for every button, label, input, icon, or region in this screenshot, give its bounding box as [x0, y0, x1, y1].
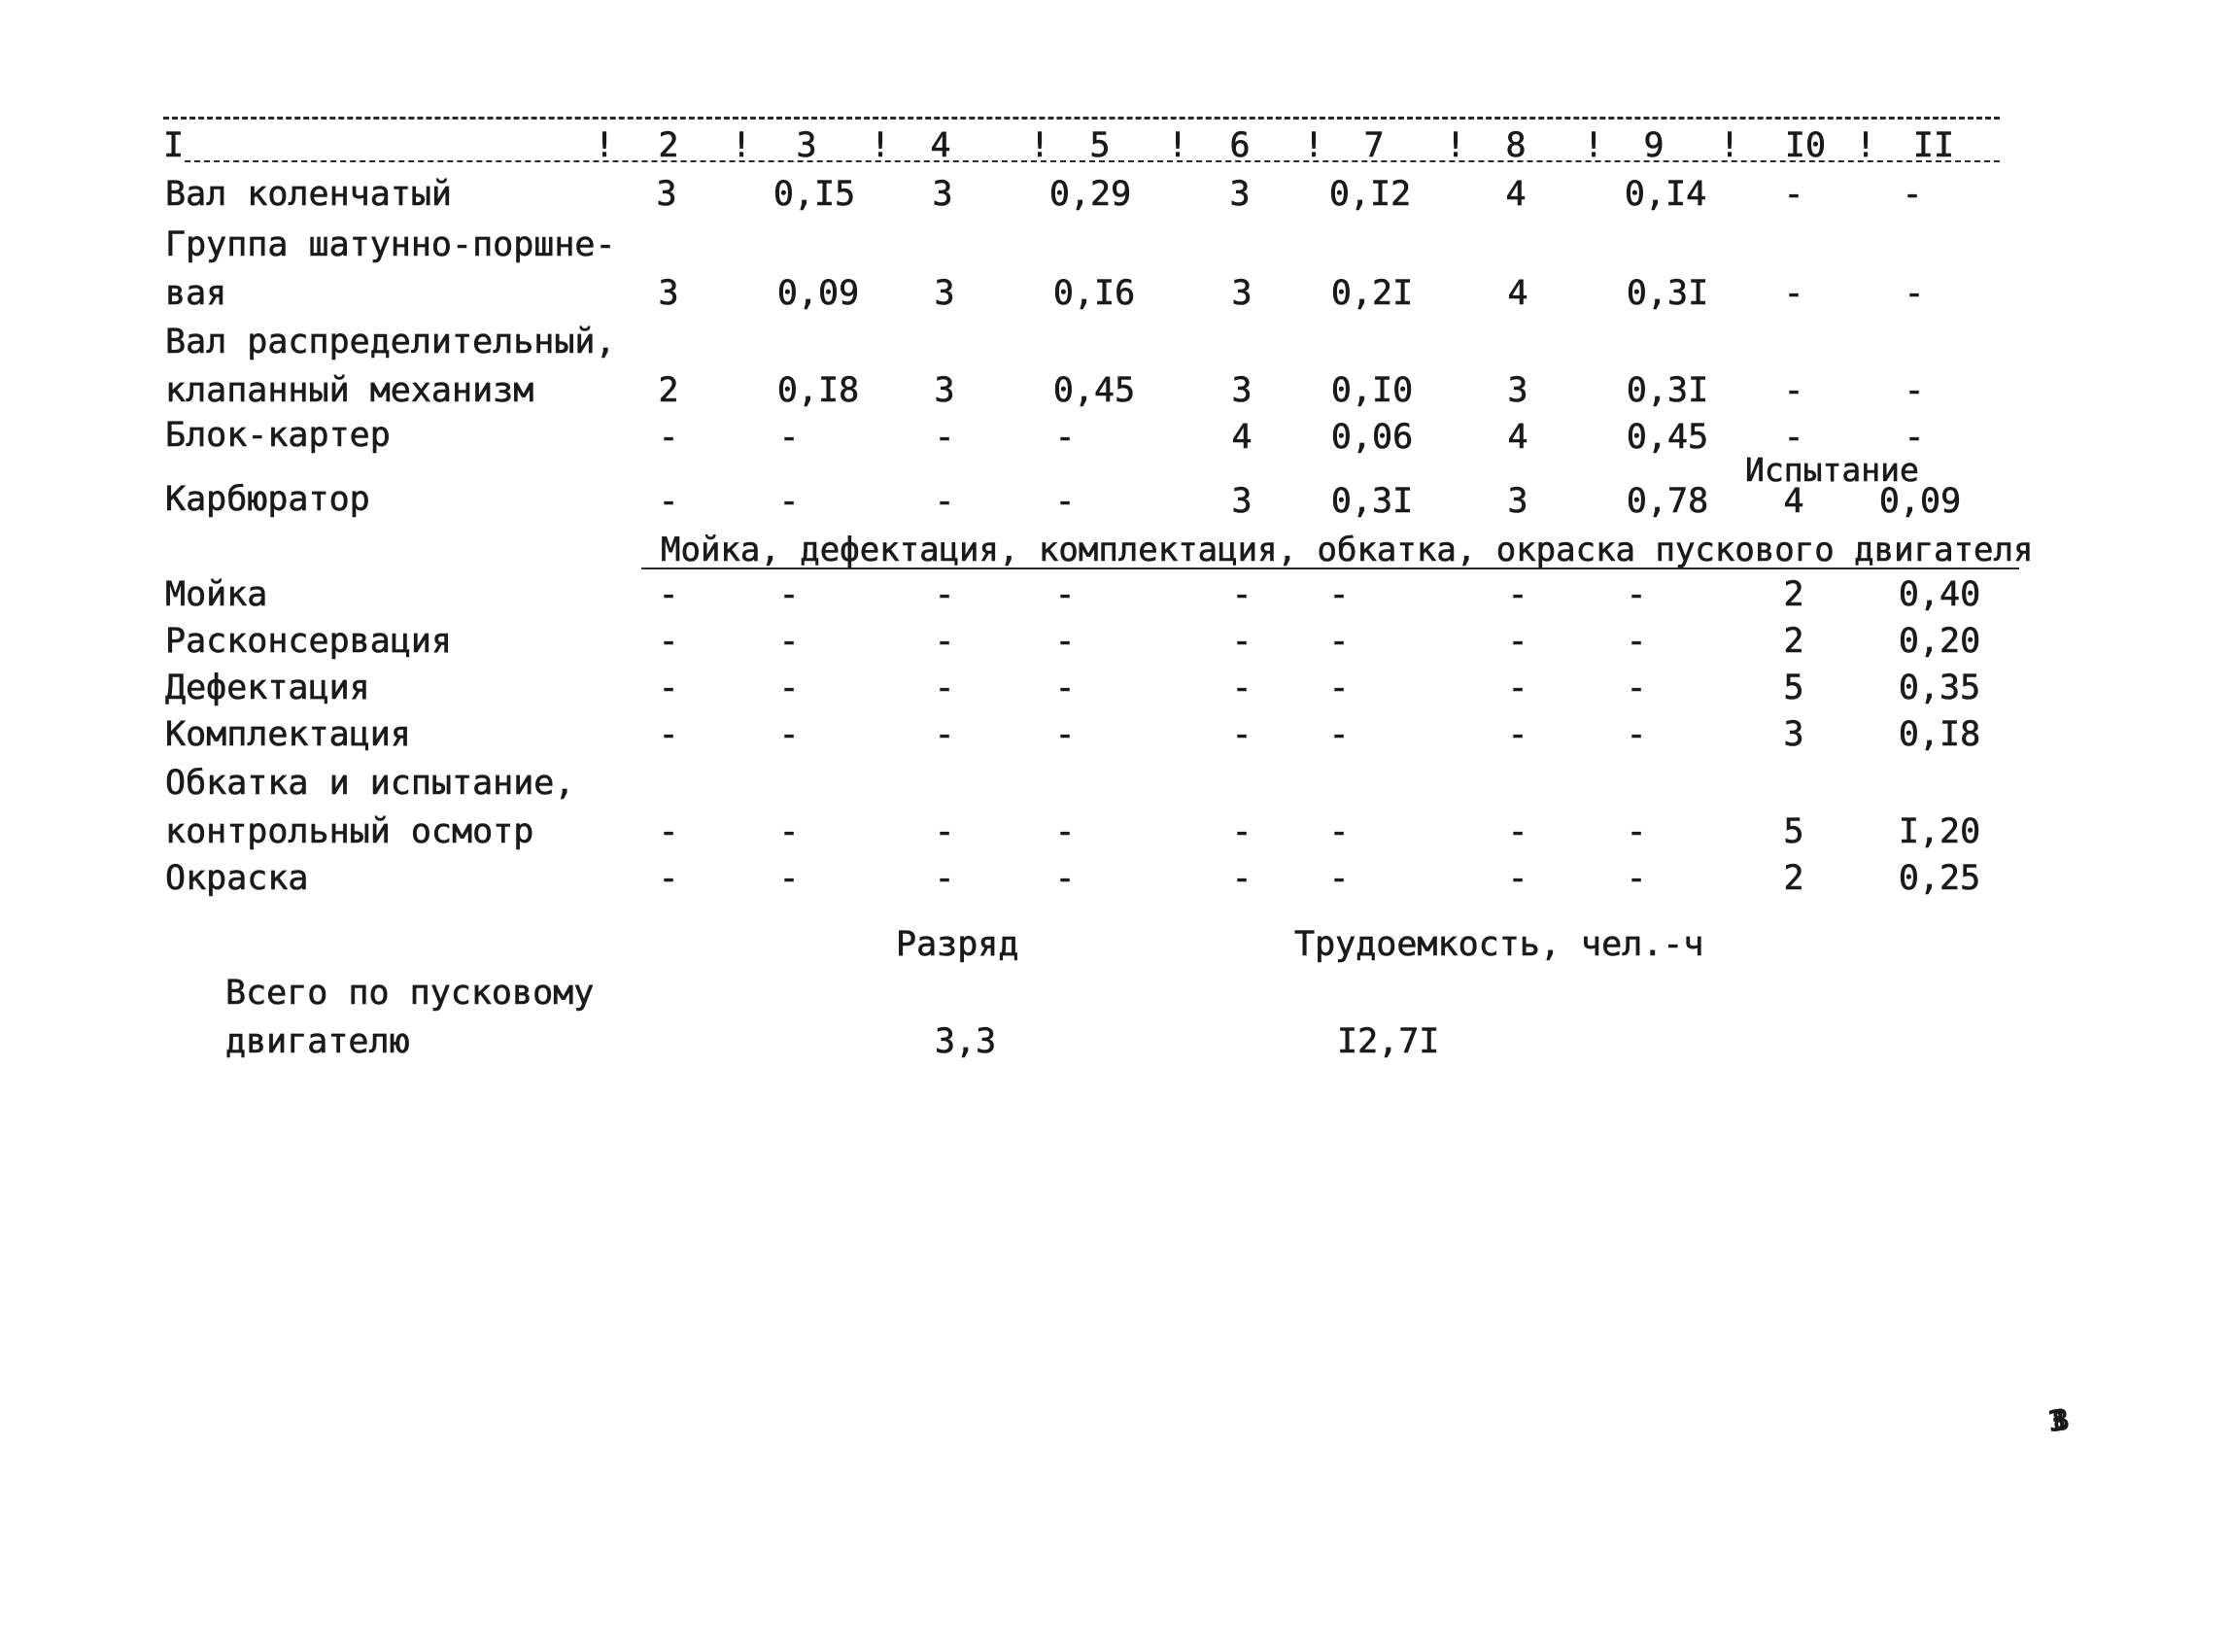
cell-c8: -	[1507, 669, 1528, 707]
cell-c5: -	[1054, 669, 1076, 707]
cell-c9: -	[1626, 715, 1647, 754]
cell-c9: 0,3I	[1626, 371, 1709, 410]
header-col-4: 4	[930, 126, 951, 165]
cell-c10: -	[1783, 418, 1804, 457]
cell-c2: -	[658, 482, 679, 521]
row-name-line2: клапанный механизм	[165, 371, 534, 410]
top-dashed-rule	[163, 117, 2000, 120]
cell-c8: 3	[1507, 371, 1528, 410]
header-separator: !	[1167, 126, 1188, 165]
cell-c9: -	[1626, 622, 1647, 661]
header-separator: !	[731, 126, 752, 165]
cell-c11: -	[1904, 274, 1925, 313]
cell-c2: 2	[658, 371, 679, 410]
cell-c3: -	[778, 418, 800, 457]
header-col-2: 2	[658, 126, 679, 165]
cell-c11: 0,20	[1898, 622, 1981, 661]
cell-c3: -	[778, 482, 800, 521]
cell-c4: -	[934, 669, 955, 707]
cell-c6: -	[1231, 812, 1253, 851]
cell-c8: 4	[1507, 418, 1528, 457]
cell-c9: 0,45	[1626, 418, 1709, 457]
cell-c9: -	[1626, 575, 1647, 614]
cell-c4: -	[934, 418, 955, 457]
row-name-line2: вая	[165, 274, 227, 313]
total-label-line1: Всего по пусковому	[225, 974, 595, 1013]
cell-c7: -	[1328, 812, 1350, 851]
cell-c10: 2	[1783, 859, 1804, 898]
cell-c8: -	[1507, 575, 1528, 614]
cell-c2: -	[658, 575, 679, 614]
cell-c9: -	[1626, 859, 1647, 898]
cell-c7: -	[1328, 859, 1350, 898]
header-col-3: 3	[796, 126, 817, 165]
cell-c8: 3	[1507, 482, 1528, 521]
cell-c10: 2	[1783, 575, 1804, 614]
cell-c11: -	[1904, 418, 1925, 457]
cell-c7: 0,3I	[1330, 482, 1414, 521]
cell-c6: 4	[1231, 418, 1253, 457]
cell-c9: 0,78	[1626, 482, 1709, 521]
cell-c11: 0,25	[1898, 859, 1981, 898]
cell-c8: -	[1507, 812, 1528, 851]
cell-c2: 3	[658, 274, 679, 313]
cell-c3: -	[778, 715, 800, 754]
header-col-9: 9	[1643, 126, 1665, 165]
cell-c4: 3	[932, 175, 953, 214]
row-name: Блок-картер	[165, 416, 391, 455]
cell-c3: -	[778, 669, 800, 707]
header-separator: !	[1855, 126, 1876, 165]
cell-c5: -	[1054, 482, 1076, 521]
cell-c11: 0,09	[1878, 482, 1962, 521]
cell-c3: -	[778, 812, 800, 851]
header-col-6: 6	[1229, 126, 1251, 165]
section-title-underline	[641, 568, 2019, 569]
row-name: Вал коленчатый	[165, 175, 453, 214]
cell-c9: 0,I4	[1624, 175, 1707, 214]
cell-c10: 3	[1783, 715, 1804, 754]
cell-c9: -	[1626, 812, 1647, 851]
labor-value: I2,7I	[1337, 1022, 1440, 1061]
cell-c6: 3	[1229, 175, 1251, 214]
op-name: Расконсервация	[165, 622, 453, 661]
cell-c6: 3	[1231, 371, 1253, 410]
row-name: Карбюратор	[165, 480, 370, 519]
cell-c5: 0,I6	[1052, 274, 1136, 313]
cell-c2: -	[658, 622, 679, 661]
cell-c4: 3	[934, 274, 955, 313]
cell-c4: -	[934, 859, 955, 898]
op-name: Окраска	[165, 859, 309, 898]
cell-c6: -	[1231, 622, 1253, 661]
cell-c6: -	[1231, 669, 1253, 707]
page-number: 38	[2045, 1404, 2059, 1440]
header-col-8: 8	[1505, 126, 1527, 165]
op-name: Мойка	[165, 575, 268, 614]
cell-c5: -	[1054, 575, 1076, 614]
header-separator: !	[594, 126, 615, 165]
cell-c11: I,20	[1898, 812, 1981, 851]
cell-c7: -	[1328, 715, 1350, 754]
cell-c4: -	[934, 575, 955, 614]
header-separator: !	[1303, 126, 1324, 165]
op-name-line2: контрольный осмотр	[165, 812, 534, 851]
cell-c2: -	[658, 859, 679, 898]
cell-c3: -	[778, 622, 800, 661]
header-separator: !	[1445, 126, 1466, 165]
cell-c8: -	[1507, 715, 1528, 754]
cell-c7: 0,I2	[1328, 175, 1412, 214]
cell-c11: 0,40	[1898, 575, 1981, 614]
cell-c10: -	[1783, 371, 1804, 410]
cell-c5: -	[1054, 715, 1076, 754]
cell-c10: -	[1783, 175, 1804, 214]
cell-c7: 0,I0	[1330, 371, 1414, 410]
cell-c8: -	[1507, 859, 1528, 898]
cell-c2: -	[658, 812, 679, 851]
cell-c3: 0,I5	[772, 175, 856, 214]
cell-c5: -	[1054, 418, 1076, 457]
cell-c6: 3	[1231, 274, 1253, 313]
total-label-line2: двигателю	[225, 1022, 410, 1061]
cell-c11: 0,35	[1898, 669, 1981, 707]
cell-c3: -	[778, 575, 800, 614]
cell-c10: 2	[1783, 622, 1804, 661]
cell-c7: -	[1328, 669, 1350, 707]
grade-value: 3,3	[935, 1022, 997, 1061]
cell-c2: -	[658, 715, 679, 754]
cell-c10: 5	[1783, 669, 1804, 707]
cell-c5: -	[1054, 622, 1076, 661]
cell-c6: -	[1231, 575, 1253, 614]
cell-c7: -	[1328, 575, 1350, 614]
cell-c11: -	[1902, 175, 1923, 214]
cell-c2: -	[658, 418, 679, 457]
test-note: Испытание	[1745, 451, 1919, 489]
cell-c2: 3	[656, 175, 677, 214]
cell-c6: -	[1231, 859, 1253, 898]
cell-c4: -	[934, 622, 955, 661]
cell-c4: 3	[934, 371, 955, 410]
op-name: Комплектация	[165, 715, 411, 754]
labor-label: Трудоемкость, чел.-ч	[1294, 925, 1704, 964]
row-name-line1: Группа шатунно-поршне-	[165, 225, 616, 264]
cell-c4: -	[934, 812, 955, 851]
cell-c10: 5	[1783, 812, 1804, 851]
cell-c4: -	[934, 715, 955, 754]
cell-c5: -	[1054, 812, 1076, 851]
cell-c10: -	[1783, 274, 1804, 313]
cell-c3: 0,09	[776, 274, 860, 313]
header-separator: !	[1583, 126, 1604, 165]
grade-label: Разряд	[896, 925, 1019, 964]
header-col-11: II	[1912, 126, 1955, 165]
cell-c2: -	[658, 669, 679, 707]
cell-c9: 0,3I	[1626, 274, 1709, 313]
cell-c6: 3	[1231, 482, 1253, 521]
header-separator: !	[870, 126, 891, 165]
cell-c8: 4	[1507, 274, 1528, 313]
cell-c3: -	[778, 859, 800, 898]
cell-c11: 0,I8	[1898, 715, 1981, 754]
cell-c6: -	[1231, 715, 1253, 754]
cell-c8: 4	[1505, 175, 1527, 214]
header-col-5: 5	[1089, 126, 1111, 165]
cell-c7: -	[1328, 622, 1350, 661]
header-separator: !	[1719, 126, 1740, 165]
header-col-7: 7	[1363, 126, 1385, 165]
cell-c7: 0,06	[1330, 418, 1414, 457]
cell-c10: 4	[1783, 482, 1804, 521]
cell-c5: -	[1054, 859, 1076, 898]
header-col-1: I	[163, 126, 185, 165]
cell-c9: -	[1626, 669, 1647, 707]
op-name-line1: Обкатка и испытание,	[165, 764, 575, 803]
cell-c5: 0,45	[1052, 371, 1136, 410]
cell-c4: -	[934, 482, 955, 521]
cell-c11: -	[1904, 371, 1925, 410]
row-name-line1: Вал распределительный,	[165, 323, 616, 361]
cell-c5: 0,29	[1048, 175, 1132, 214]
section-title: Мойка, дефектация, комплектация, обкатка, окраска пускового двигателя	[661, 531, 2034, 569]
header-col-10: I0	[1784, 126, 1827, 165]
header-separator: !	[1029, 126, 1050, 165]
cell-c8: -	[1507, 622, 1528, 661]
cell-c3: 0,I8	[776, 371, 860, 410]
op-name: Дефектация	[165, 669, 370, 707]
cell-c7: 0,2I	[1330, 274, 1414, 313]
